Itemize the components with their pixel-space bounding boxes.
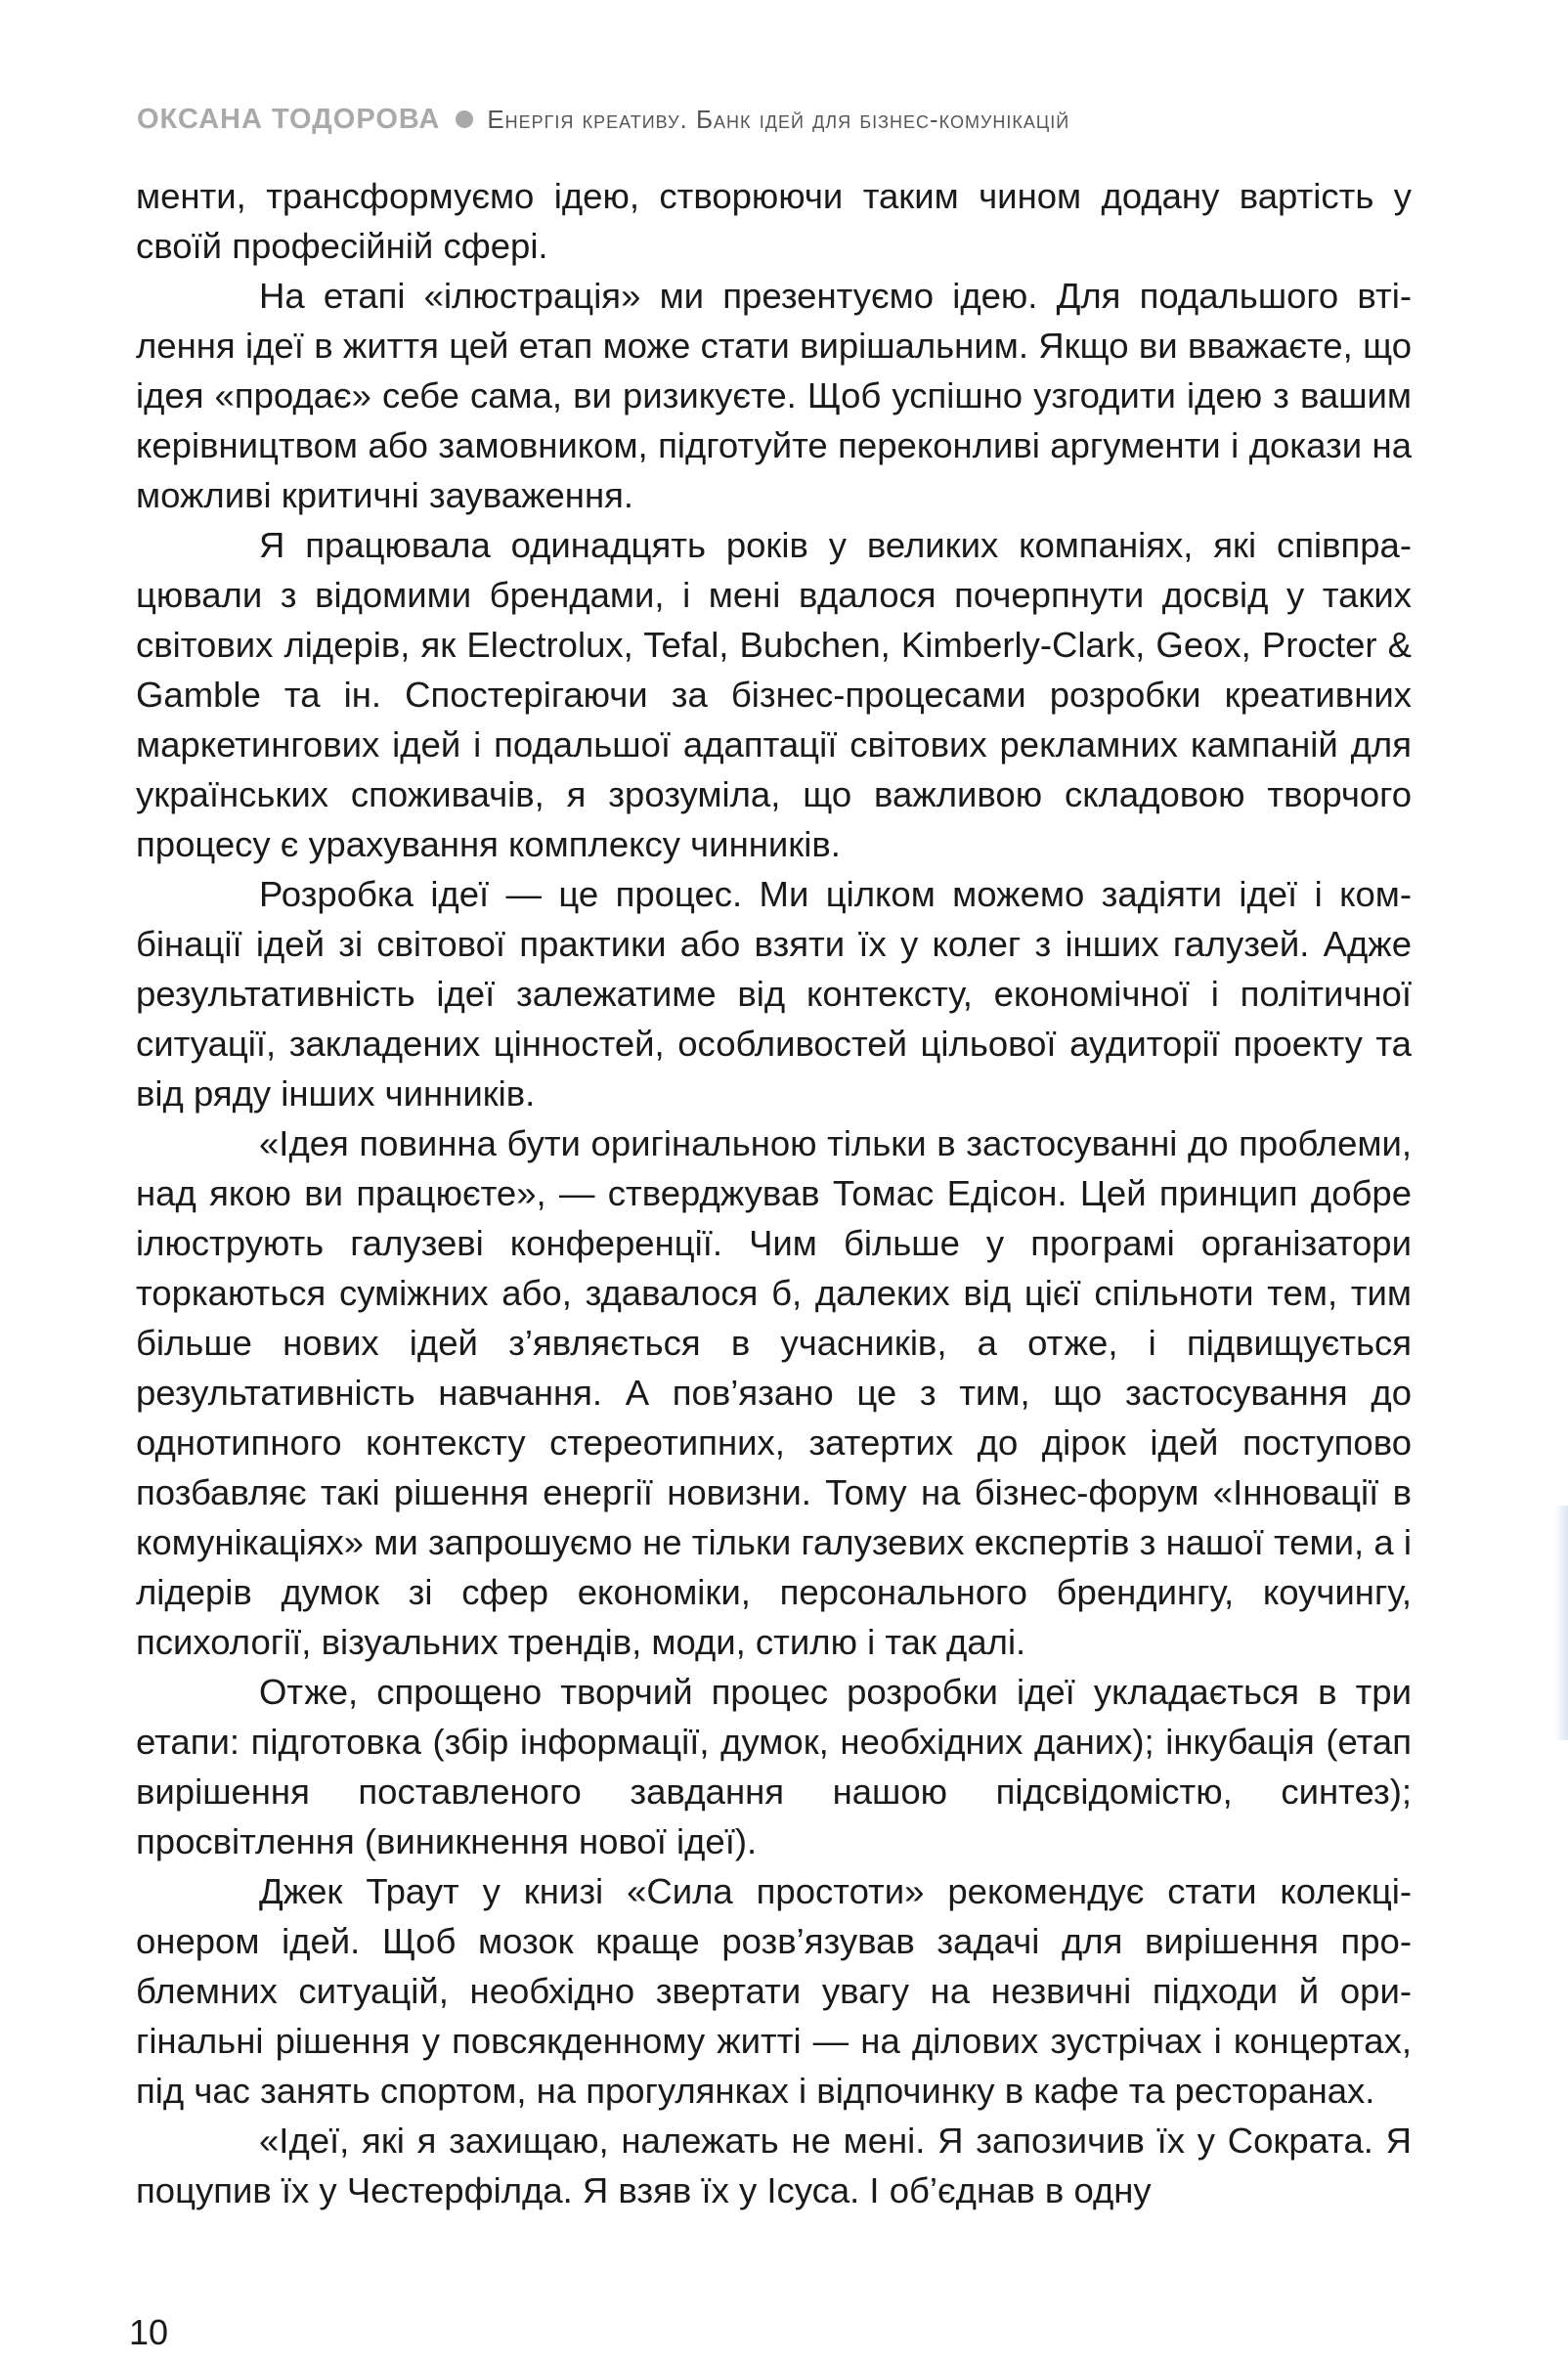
paragraph: Джек Траут у книзі «Сила простоти» рекомендує стати колекціонером ідей. Щоб мозок краще розв’язував задачі для вирішення проблемних ситуацій, необхідно звертати увагу на незвичні підходи й оригінальні рішення у повсякденному житті — на ділових зустрічах і концертах, під час занять спортом, на прогулянках і відпочинку в кафе та ресторанах. (136, 1871, 1412, 2111)
paragraph: На етапі «ілюстрація» ми презентуємо ідею. Для подальшого втілення ідеї в життя цей етап може стати вирішальним. Якщо ви вважаєте, що ідея «продає» себе сама, ви ризикуєте. Щоб успішно узгодити ідею з вашим керівництвом або замовником, підготуйте переконливі аргументи і докази на можливі критичні зауваження. (136, 276, 1412, 515)
book-title: Енергія креативу. Банк ідей для бізнес-комунікацій (487, 104, 1070, 134)
paragraph: Розробка ідеї — це процес. Ми цілком можемо задіяти ідеї і комбінації ідей зі світової практики або взяти їх у колег з інших галузей. Адже результативність ідеї залежатиме від контексту, економічної і політичної ситуації, закладених цінностей, особливостей цільової аудиторії проекту та від ряду інших чинників. (136, 874, 1412, 1114)
paragraph: «Ідея повинна бути оригінальною тільки в застосуванні до проблеми, над якою ви працюєте», — стверджував Томас Едісон. Цей принцип добре ілюструють галузеві конференції. Чим більше у програмі організатори торкаються суміжних або, здавалося б, далеких від цієї спільноти тем, тим більше нових ідей з’являється в учасників, а отже, і підвищується результативність навчання. А пов’язано це з тим, що застосування до однотипного контексту стереотипних, затертих до дірок ідей поступово позбавляє такі рішення енергії новизни. Тому на бізнес-форум «Інновації в комунікаціях» ми запрошуємо не тільки галузевих експертів з нашої теми, а і лідерів думок зі сфер економіки, персонального брендингу, коучингу, психології, візуальних трендів, моди, стилю і так далі. (136, 1123, 1412, 1662)
running-head (137, 100, 1069, 139)
paragraph: «Ідеї, які я захищаю, належать не мені. Я запозичив їх у Сократа. Я поцупив їх у Честерфілда. Я взяв їх у Ісуса. І об’єднав в одну (136, 2121, 1412, 2210)
paragraph: Отже, спрощено творчий процес розробки ідеї укладається в три етапи: підготовка (збір інформації, думок, необхідних даних); інкубація (етап вирішення поставленого завдання нашою підсвідомістю, синтез); просвітлення (виникнення нової ідеї). (136, 1672, 1412, 1861)
page-number: 10 (129, 2312, 169, 2352)
paragraph: Я працювала одинадцять років у великих компаніях, які співпрацювали з відомими брендами, і мені вдалося почерпнути досвід у таких світових лідерів, як Electrolux, Tefal, Bubchen, Kimberly-Clark, Geox, Procter & Gamble та ін. Спостерігаючи за бізнес-процесами розробки креативних маркетингових ідей і подальшої адаптації світових рекламних кампаній для українських споживачів, я зрозуміла, що важливою складовою творчого процесу є урахування комплексу чинників. (136, 525, 1412, 864)
page-edge-tint (1554, 1506, 1568, 1740)
paragraph: менти, трансформуємо ідею, створюючи таким чином додану вартість у своїй професійній сфері. (136, 176, 1412, 266)
author-name: ОКСАНА ТОДОРОВА (137, 103, 441, 135)
bullet-dot-icon (456, 110, 473, 128)
body-text (136, 171, 1412, 2215)
